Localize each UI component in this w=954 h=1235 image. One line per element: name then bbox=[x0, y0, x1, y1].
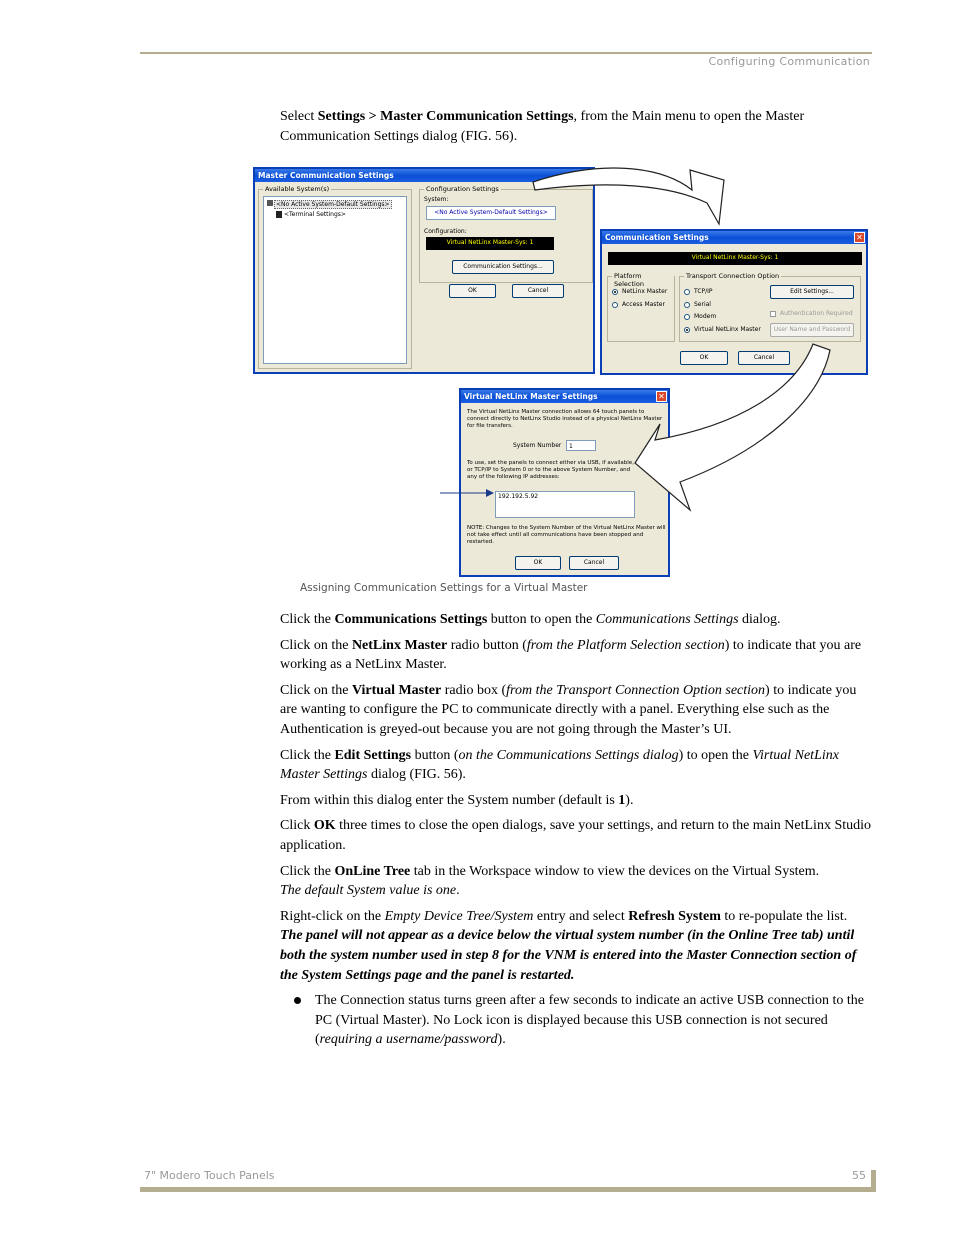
group-label: Configuration Settings bbox=[426, 185, 499, 193]
tree-item-default[interactable]: <No Active System-Default Settings> bbox=[276, 201, 390, 208]
cancel-button[interactable]: Cancel bbox=[569, 556, 619, 570]
page-number: 55 bbox=[852, 1169, 866, 1182]
step-7: Click the OnLine Tree tab in the Workspace window to view the devices on the Virtual System. The default System value is one. bbox=[280, 863, 820, 899]
vnm-note: NOTE: Changes to the System Number of the Virtual NetLinx Master will not take effect until all communications have been stopped and restarted. bbox=[467, 525, 666, 545]
cancel-button[interactable]: Cancel bbox=[738, 351, 790, 365]
dialog-title: Communication Settings bbox=[605, 233, 709, 242]
authentication-label: Authentication Required bbox=[780, 310, 853, 317]
group-label: Available System(s) bbox=[265, 185, 330, 193]
step-3: Click on the Virtual Master radio box (from the Transport Connection Option section) to indicate you are wanting to configure the PC to communicate directly with a panel. Everything else such as the Authentication is greyed-out because you are not going through the Master’s UI. bbox=[280, 682, 857, 737]
virtual-master-label: Virtual NetLinx Master bbox=[694, 326, 761, 333]
communication-settings-button[interactable]: Communication Settings... bbox=[452, 260, 554, 274]
cancel-button[interactable]: Cancel bbox=[512, 284, 564, 298]
footer-document-title: 7" Modero Touch Panels bbox=[144, 1169, 275, 1182]
ok-button[interactable]: OK bbox=[680, 351, 728, 365]
system-field: <No Active System-Default Settings> bbox=[426, 206, 556, 220]
modem-label: Modem bbox=[694, 313, 717, 320]
tcpip-label: TCP/IP bbox=[694, 288, 713, 295]
group-label: Transport Connection Option bbox=[686, 272, 780, 280]
ip-address-list: 192.192.5.92 bbox=[495, 491, 635, 518]
bullet-item: The Connection status turns green after a few seconds to indicate an active USB connection to the PC (Virtual Master). No Lock icon is displayed because this USB connection is not secured (requiring a username/password). bbox=[280, 991, 872, 1050]
ok-button[interactable]: OK bbox=[515, 556, 561, 570]
curved-arrow-bottom bbox=[635, 344, 830, 510]
system-number-label: System Number bbox=[513, 442, 562, 449]
step-2: Click on the NetLinx Master radio button (from the Platform Selection section) to indicate that you are working as a NetLinx Master. bbox=[280, 637, 862, 673]
step-1: Click the Communications Settings button to open the Communications Settings dialog. bbox=[280, 612, 781, 627]
ok-button[interactable]: OK bbox=[449, 284, 496, 298]
important-note: The panel will not appear as a device below the virtual system number (in the Online Tree tab) until both the system number used in step 8 for the VNM is entered into the Master Connection section of the System Settings page and the panel is restarted. bbox=[280, 928, 857, 983]
close-icon[interactable]: ✕ bbox=[854, 232, 865, 243]
serial-label: Serial bbox=[694, 301, 711, 308]
dialog-title: Master Communication Settings bbox=[258, 171, 394, 180]
figure-caption: Assigning Communication Settings for a Virtual Master bbox=[300, 582, 588, 594]
system-number-input[interactable]: 1 bbox=[566, 440, 596, 451]
vnm-usage-text: To use, set the panels to connect either via USB, if available, or TCP/IP to System 0 or to the above System Number, and any of the following IP addresses: bbox=[467, 460, 634, 480]
step-6: Click OK three times to close the open dialogs, save your settings, and return to the main NetLinx Studio application. bbox=[280, 818, 872, 853]
close-icon[interactable]: ✕ bbox=[656, 391, 667, 402]
access-master-label: Access Master bbox=[622, 301, 665, 308]
tree-item-terminal[interactable]: <Terminal Settings> bbox=[284, 211, 346, 218]
edit-settings-button[interactable]: Edit Settings... bbox=[770, 285, 854, 299]
system-label: System: bbox=[424, 196, 449, 203]
step-5: From within this dialog enter the System number (default is 1). bbox=[280, 792, 634, 808]
configuration-field: Virtual NetLinx Master-Sys: 1 bbox=[426, 237, 554, 250]
step-8: Right-click on the Empty Device Tree/System entry and select Refresh System to re-populate the list. bbox=[280, 908, 848, 924]
ip-pointer-arrowhead bbox=[486, 489, 494, 497]
intro-paragraph: Select Settings > Master Communication Settings, from the Main menu to open the Master Communication Settings dialog (FIG. 56). bbox=[280, 109, 805, 144]
steps-text bbox=[280, 610, 872, 1050]
user-name-password-button[interactable]: User Name and Password bbox=[770, 323, 854, 337]
dialog-title: Virtual NetLinx Master Settings bbox=[464, 392, 598, 401]
header-section-title: Configuring Communication bbox=[708, 55, 870, 68]
group-label: Platform Selection bbox=[612, 272, 674, 288]
footer-rule bbox=[140, 1187, 876, 1192]
vnm-description: The Virtual NetLinx Master connection allows 64 touch panels to connect directly to NetLinx Studio instead of a physical NetLinx Master for file transfers. bbox=[467, 409, 663, 429]
configuration-label: Configuration: bbox=[424, 228, 467, 235]
netlinx-master-label: NetLinx Master bbox=[622, 288, 668, 295]
master-banner: Virtual NetLinx Master-Sys: 1 bbox=[608, 252, 862, 265]
step-4: Click the Edit Settings button (on the Communications Settings dialog) to open the Virtual NetLinx Master Settings dialog (FIG. 56). bbox=[280, 747, 839, 783]
bullet-icon bbox=[294, 997, 301, 1004]
curved-arrow-top bbox=[533, 168, 724, 224]
